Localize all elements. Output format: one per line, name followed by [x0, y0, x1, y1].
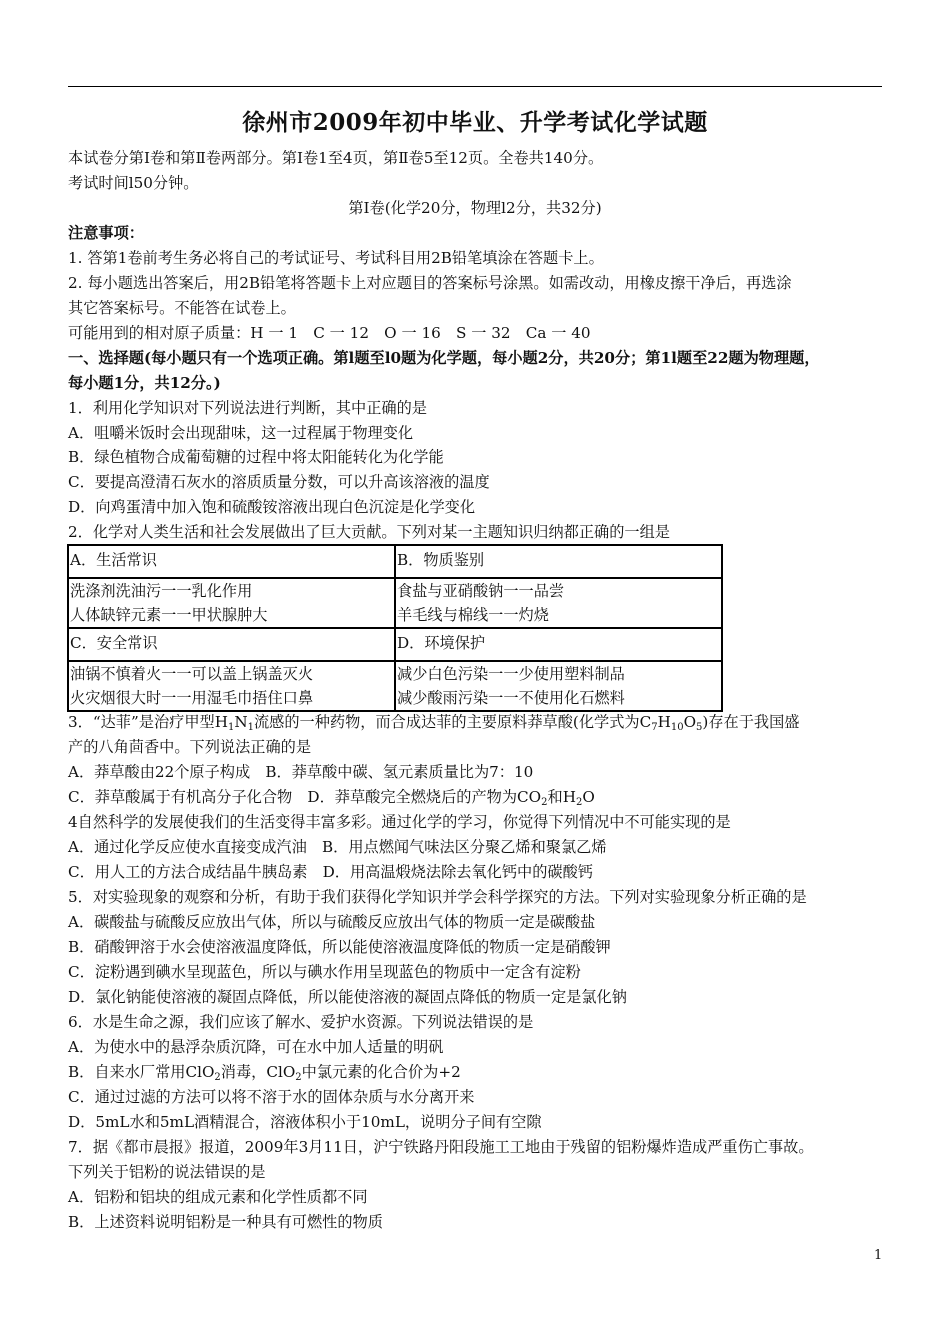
q7-option-a: A．铝粉和铝块的组成元素和化学性质都不同 — [68, 1188, 368, 1206]
atomic-mass-line: 可能用到的相对原子质量：H 一 1 C 一 12 O 一 16 S 一 32 Ca 一 40 — [68, 324, 591, 342]
table-cell-b-head: B．物质鉴别 — [395, 545, 722, 578]
q3-stem-line-2: 产的八角茴香中。下列说法正确的是 — [68, 738, 311, 756]
q4-options-cd: C．用人工的方法合成结晶牛胰岛素 D．用高温煅烧法除去氧化钙中的碳酸钙 — [68, 863, 593, 881]
q3-options-ab: A．莽草酸由22个原子构成 B．莽草酸中碳、氢元素质量比为7：10 — [68, 763, 534, 781]
header-rule — [68, 86, 882, 87]
q7-option-b: B．上述资料说明铝粉是一种具有可燃性的物质 — [68, 1213, 383, 1231]
section1-line-2: 每小题1分，共12分。) — [68, 374, 221, 392]
table-a-line-1: 洗涤剂洗油污一一乳化作用 — [70, 582, 253, 600]
notice-item-2b: 其它答案标号。不能答在试卷上。 — [68, 299, 296, 317]
table-c-line-1: 油锅不慎着火一一可以盖上锅盖灭火 — [70, 665, 313, 683]
q1-option-a: A．咀嚼米饭时会出现甜味，这一过程属于物理变化 — [68, 424, 414, 442]
q4-options-ab: A．通过化学反应使水直接变成汽油 B．用点燃闻气味法区分聚乙烯和聚氯乙烯 — [68, 838, 607, 856]
q6-option-b: B．自来水厂常用ClO$_2$消毒，ClO$_2$中氯元素的化合价为+2 — [68, 1063, 461, 1083]
q7-stem-line-2: 下列关于铝粉的说法错误的是 — [68, 1163, 266, 1181]
table-cell-d-head: D．环境保护 — [395, 628, 722, 661]
q5-option-a: A．碳酸盐与硫酸反应放出气体，所以与硫酸反应放出气体的物质一定是碳酸盐 — [68, 913, 596, 931]
q7-stem-line-1: 7．据《都市晨报》报道，2009年3月11日，沪宁铁路丹阳段施工工地由于残留的铝粉爆炸造成严重伤亡事故。 — [68, 1138, 814, 1156]
q5-stem: 5．对实验现象的观察和分析，有助于我们获得化学知识并学会科学探究的方法。下列对实验现象分析正确的是 — [68, 888, 807, 906]
q6-option-c: C．通过过滤的方法可以将不溶于水的固体杂质与水分离开来 — [68, 1088, 475, 1106]
section1-line-1: 一、选择题(每小题只有一个选项正确。第l题至l0题为化学题，每小题2分，共20分；第1l题至22题为物理题， — [68, 349, 820, 367]
q5-option-d: D．氯化钠能使溶液的凝固点降低，所以能使溶液的凝固点降低的物质一定是氯化钠 — [68, 988, 627, 1006]
q2-knowledge-table — [67, 544, 723, 712]
table-d-line-1: 减少白色污染一一少使用塑料制品 — [397, 665, 625, 683]
exam-title: 徐州市2009年初中毕业、升学考试化学试题 — [242, 109, 708, 136]
q6-stem: 6．水是生命之源，我们应该了解水、爱护水资源。下列说法错误的是 — [68, 1013, 534, 1031]
part-heading: 第Ⅰ卷(化学20分，物理l2分，共32分) — [348, 199, 602, 217]
q1-stem: 1．利用化学知识对下列说法进行判断，其中正确的是 — [68, 399, 427, 417]
q1-option-d: D．向鸡蛋清中加入饱和硫酸铵溶液出现白色沉淀是化学变化 — [68, 498, 476, 516]
notice-item-1: 1. 答第1卷前考生务必将自己的考试证号、考试科目用2B铅笔填涂在答题卡上。 — [68, 249, 604, 267]
table-cell-d-body — [395, 661, 722, 711]
table-cell-a-head: A．生活常识 — [68, 545, 395, 578]
table-cell-b-body — [395, 578, 722, 628]
table-d-line-2: 减少酸雨污染一一不使用化石燃料 — [397, 689, 625, 707]
table-b-line-2: 羊毛线与棉线一一灼烧 — [397, 606, 549, 624]
q2-stem: 2．化学对人类生活和社会发展做出了巨大贡献。下列对某一主题知识归纳都正确的一组是 — [68, 523, 670, 541]
intro-line-1: 本试卷分第Ⅰ卷和第Ⅱ卷两部分。第Ⅰ卷1至4页，第Ⅱ卷5至12页。全卷共140分。 — [68, 149, 604, 167]
table-cell-c-head: C．安全常识 — [68, 628, 395, 661]
q5-option-b: B．硝酸钾溶于水会使溶液温度降低，所以能使溶液温度降低的物质一定是硝酸钾 — [68, 938, 611, 956]
intro-line-2: 考试时间l50分钟。 — [68, 174, 199, 192]
q3-stem-line-1: 3．“达菲”是治疗甲型$H_1N_1$流感的一种药物，而合成达菲的主要原料莽草酸(化学式为$C_7H_{10}O_5$)存在于我国盛 — [68, 713, 800, 733]
table-a-line-2: 人体缺锌元素一一甲状腺肿大 — [70, 606, 268, 624]
page-number: 1 — [874, 1248, 883, 1263]
q3-options-cd: C．莽草酸属于有机高分子化合物 D．莽草酸完全燃烧后的产物为$CO_2$和$H_2O$ — [68, 788, 595, 808]
q5-option-c: C．淀粉遇到碘水呈现蓝色，所以与碘水作用呈现蓝色的物质中一定含有淀粉 — [68, 963, 581, 981]
table-b-line-1: 食盐与亚硝酸钠一一品尝 — [397, 582, 565, 600]
table-c-line-2: 火灾烟很大时一一用湿毛巾捂住口鼻 — [70, 689, 313, 707]
q1-option-b: B．绿色植物合成葡萄糖的过程中将太阳能转化为化学能 — [68, 448, 444, 466]
table-cell-c-body — [68, 661, 395, 711]
notice-heading: 注意事项： — [68, 224, 144, 242]
notice-item-2a: 2. 每小题选出答案后，用2B铅笔将答题卡上对应题目的答案标号涂黑。如需改动，用橡皮擦干净后，再选涂 — [68, 274, 792, 292]
q6-option-a: A．为使水中的悬浮杂质沉降，可在水中加人适量的明矾 — [68, 1038, 444, 1056]
q6-option-d: D．5mL水和5mL酒精混合，溶液体积小于10mL，说明分子间有空隙 — [68, 1113, 542, 1131]
q1-option-c: C．要提高澄清石灰水的溶质质量分数，可以升高该溶液的温度 — [68, 473, 490, 491]
q4-stem: 4自然科学的发展使我们的生活变得丰富多彩。通过化学的学习，你觉得下列情况中不可能实现的是 — [68, 813, 731, 831]
table-cell-a-body — [68, 578, 395, 628]
